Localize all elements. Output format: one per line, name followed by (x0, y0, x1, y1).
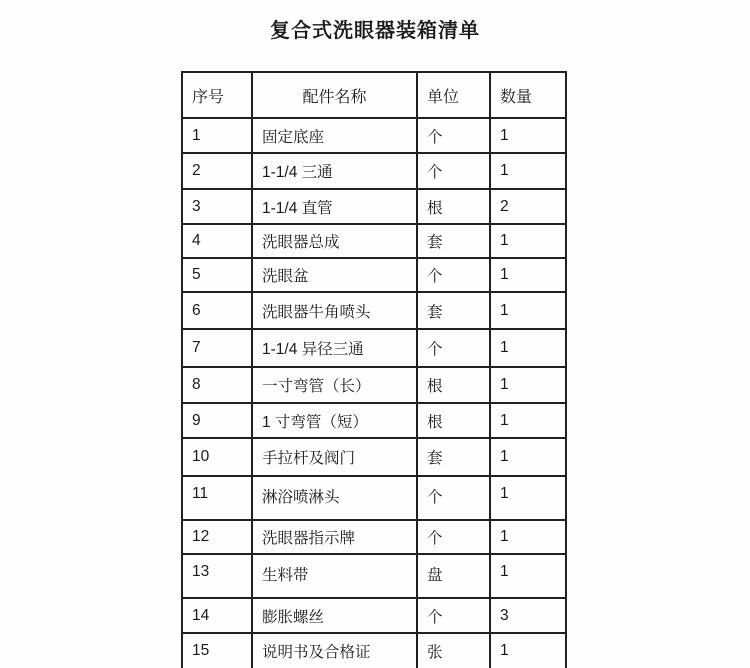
cell-qty: 1 (490, 438, 566, 476)
cell-qty: 1 (490, 633, 566, 668)
column-header-name: 配件名称 (252, 72, 417, 118)
cell-no: 6 (182, 292, 252, 329)
cell-no: 15 (182, 633, 252, 668)
cell-unit: 套 (417, 292, 490, 329)
cell-name: 1-1/4 直管 (252, 189, 417, 224)
cell-no: 11 (182, 476, 252, 520)
cell-unit: 套 (417, 438, 490, 476)
cell-no: 7 (182, 329, 252, 367)
table-row (182, 520, 566, 554)
cell-qty: 1 (490, 118, 566, 153)
cell-qty: 1 (490, 153, 566, 189)
cell-unit: 个 (417, 118, 490, 153)
cell-qty: 1 (490, 554, 566, 598)
table-row (182, 224, 566, 258)
cell-unit: 张 (417, 633, 490, 668)
cell-name: 固定底座 (252, 118, 417, 153)
packing-list-table (181, 71, 567, 668)
cell-name: 1-1/4 异径三通 (252, 329, 417, 367)
cell-no: 8 (182, 367, 252, 403)
table-row (182, 367, 566, 403)
cell-name: 膨胀螺丝 (252, 598, 417, 633)
cell-qty: 1 (490, 329, 566, 367)
cell-no: 3 (182, 189, 252, 224)
table-row (182, 153, 566, 189)
cell-name: 说明书及合格证 (252, 633, 417, 668)
table-row (182, 633, 566, 668)
cell-no: 10 (182, 438, 252, 476)
cell-no: 12 (182, 520, 252, 554)
cell-qty: 1 (490, 520, 566, 554)
table-row (182, 292, 566, 329)
table-row (182, 598, 566, 633)
cell-qty: 2 (490, 189, 566, 224)
cell-qty: 1 (490, 476, 566, 520)
cell-qty: 1 (490, 292, 566, 329)
cell-unit: 根 (417, 189, 490, 224)
table-header (182, 72, 566, 118)
cell-unit: 盘 (417, 554, 490, 598)
cell-no: 1 (182, 118, 252, 153)
table-row (182, 476, 566, 520)
cell-qty: 1 (490, 367, 566, 403)
cell-unit: 个 (417, 476, 490, 520)
cell-unit: 个 (417, 598, 490, 633)
cell-name: 洗眼盆 (252, 258, 417, 292)
cell-no: 9 (182, 403, 252, 438)
table-row (182, 258, 566, 292)
cell-unit: 个 (417, 153, 490, 189)
cell-unit: 个 (417, 258, 490, 292)
cell-qty: 1 (490, 224, 566, 258)
table-row (182, 118, 566, 153)
cell-name: 1 寸弯管（短） (252, 403, 417, 438)
cell-no: 2 (182, 153, 252, 189)
packing-list-table-container (181, 71, 567, 668)
cell-name: 淋浴喷淋头 (252, 476, 417, 520)
cell-name: 洗眼器指示牌 (252, 520, 417, 554)
table-row (182, 329, 566, 367)
cell-name: 一寸弯管（长） (252, 367, 417, 403)
cell-qty: 1 (490, 258, 566, 292)
header-row (182, 72, 566, 118)
cell-no: 5 (182, 258, 252, 292)
cell-name: 1-1/4 三通 (252, 153, 417, 189)
table-row (182, 438, 566, 476)
cell-name: 生料带 (252, 554, 417, 598)
table-row (182, 554, 566, 598)
cell-unit: 套 (417, 224, 490, 258)
cell-name: 手拉杆及阀门 (252, 438, 417, 476)
column-header-unit: 单位 (417, 72, 490, 118)
cell-qty: 1 (490, 403, 566, 438)
cell-name: 洗眼器总成 (252, 224, 417, 258)
table-row (182, 403, 566, 438)
cell-unit: 个 (417, 329, 490, 367)
cell-no: 14 (182, 598, 252, 633)
page-title: 复合式洗眼器装箱清单 (270, 20, 480, 42)
cell-unit: 根 (417, 367, 490, 403)
cell-no: 4 (182, 224, 252, 258)
cell-no: 13 (182, 554, 252, 598)
cell-unit: 根 (417, 403, 490, 438)
table-row (182, 189, 566, 224)
cell-name: 洗眼器牛角喷头 (252, 292, 417, 329)
column-header-qty: 数量 (490, 72, 566, 118)
table-body (182, 118, 566, 668)
column-header-no: 序号 (182, 72, 252, 118)
cell-qty: 3 (490, 598, 566, 633)
cell-unit: 个 (417, 520, 490, 554)
